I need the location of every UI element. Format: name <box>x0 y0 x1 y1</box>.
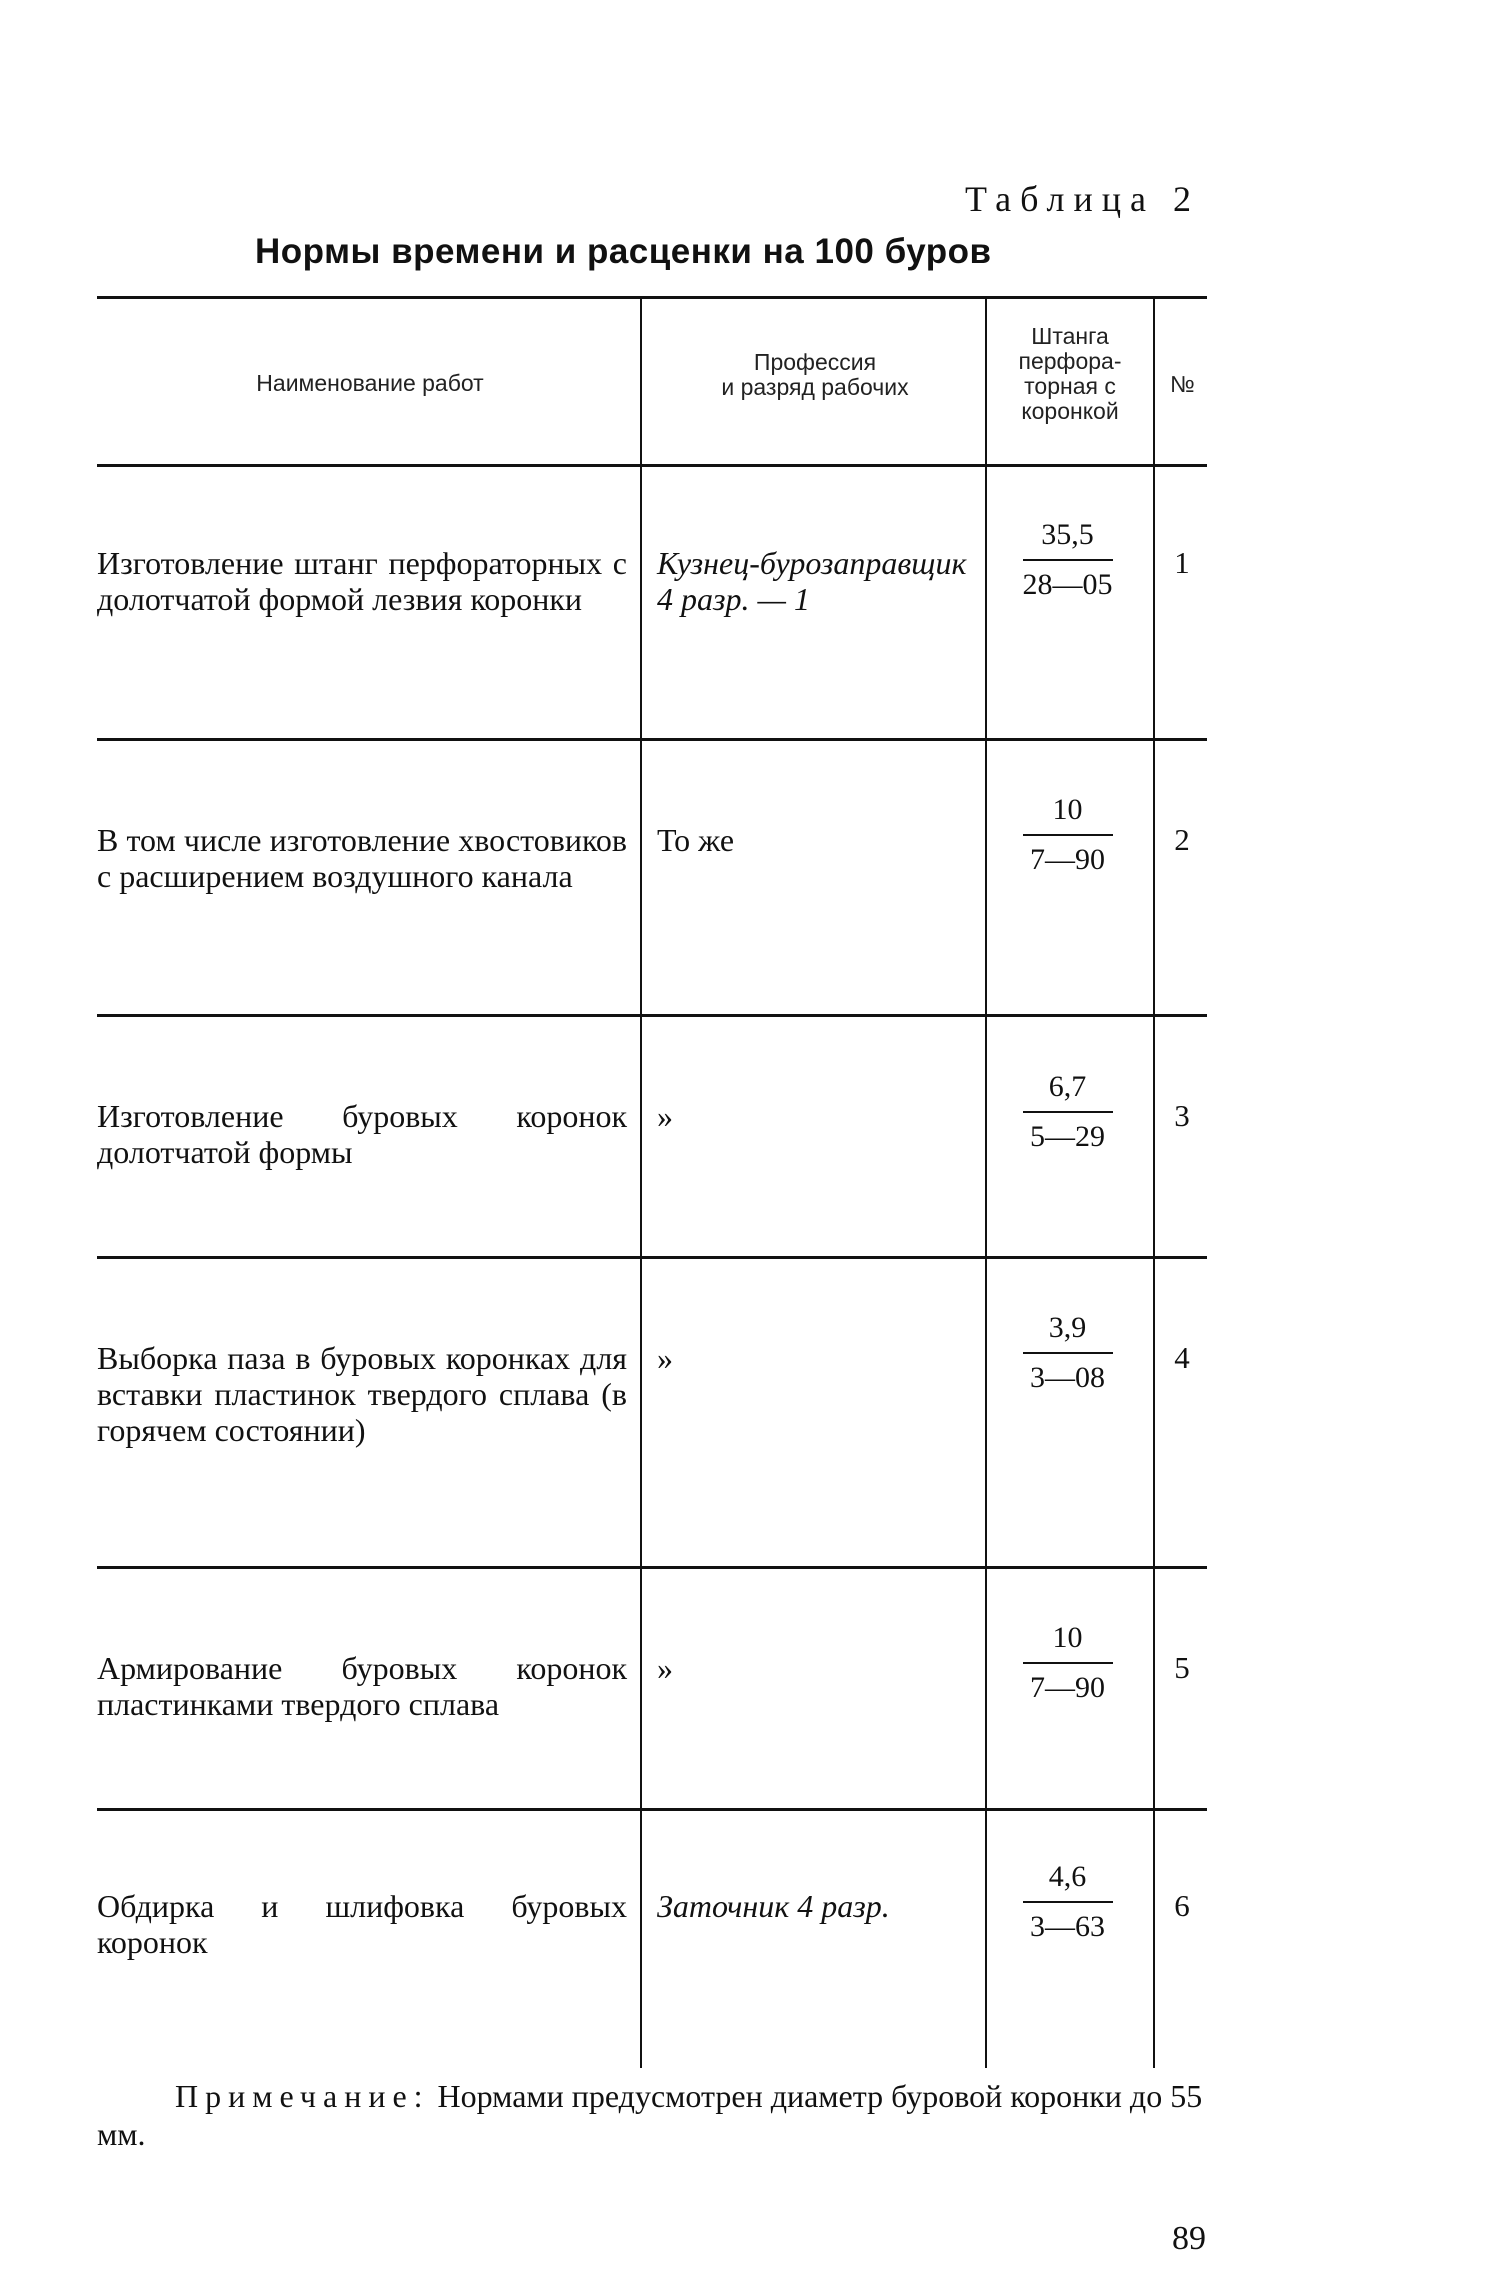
row-4-norm: 3,9 <box>1048 1311 1087 1344</box>
fraction-bar <box>1023 1901 1113 1903</box>
row-1-profession: Кузнец-бурозаправщик 4 разр. — 1 <box>657 545 967 617</box>
row-divider-1 <box>97 738 1207 741</box>
header-work-label: Наименование работ <box>256 370 484 396</box>
row-2-work: В том числе изготовление хвостовиков с расширением воздушного канала <box>97 822 627 894</box>
table-label: Таблица 2 <box>965 179 1200 219</box>
row-2-rate <box>1000 790 1135 880</box>
header-rod <box>990 324 1150 424</box>
row-2-price: 7—90 <box>1030 843 1105 876</box>
row-5-rate <box>1000 1618 1135 1708</box>
header-profession-line1: Профессия <box>753 349 877 375</box>
row-5-price: 7—90 <box>1030 1671 1105 1704</box>
row-4-number: 4 <box>1174 1340 1190 1375</box>
row-4-rate <box>1000 1308 1135 1398</box>
row-2-norm: 10 <box>1052 793 1083 826</box>
row-1-rate <box>1000 515 1135 605</box>
column-rule-2 <box>985 298 987 2068</box>
header-profession-line2: и разряд рабочих <box>721 374 909 400</box>
row-6-work: Обдирка и шлифовка буровых коронок <box>97 1888 627 1960</box>
fraction-bar <box>1023 1111 1113 1113</box>
page-number: 89 <box>1172 2220 1206 2257</box>
row-3-work: Изготовление буровых коронок долотчатой формы <box>97 1098 627 1170</box>
footnote-text: Нормами предусмотрен диаметр буровой коронки до 55 мм. <box>97 2078 1203 2152</box>
row-4-work: Выборка паза в буровых коронках для вставки пластинок твердого сплава (в горячем состоянии) <box>97 1340 627 1448</box>
row-divider-2 <box>97 1014 1207 1017</box>
row-6-number: 6 <box>1174 1888 1190 1923</box>
header-profession <box>655 350 975 400</box>
row-3-price: 5—29 <box>1030 1120 1105 1153</box>
row-5-number: 5 <box>1174 1650 1190 1685</box>
row-1-price: 28—05 <box>1022 568 1113 601</box>
table-title: Нормы времени и расценки на 100 буров <box>255 232 992 271</box>
header-rod-line2: перфора- <box>1018 348 1122 374</box>
fraction-bar <box>1023 834 1113 836</box>
row-5-norm: 10 <box>1052 1621 1083 1654</box>
fraction-bar <box>1023 1662 1113 1664</box>
header-bottom-rule <box>97 464 1207 467</box>
header-number <box>1160 372 1205 397</box>
row-3-profession: » <box>657 1098 673 1134</box>
row-3-rate <box>1000 1067 1135 1157</box>
row-2-number: 2 <box>1174 822 1190 857</box>
header-rod-line4: коронкой <box>1021 398 1119 424</box>
row-6-norm: 4,6 <box>1048 1860 1087 1893</box>
footnote <box>97 2077 1209 2153</box>
header-number-label: № <box>1170 371 1195 397</box>
header-rod-line1: Штанга <box>1031 323 1109 349</box>
row-1-work: Изготовление штанг перфораторных с долотчатой формой лезвия коронки <box>97 545 627 617</box>
row-4-profession: » <box>657 1340 673 1376</box>
row-6-profession: Заточник 4 разр. <box>657 1888 890 1924</box>
row-2-profession: То же <box>657 822 735 858</box>
row-3-number: 3 <box>1174 1098 1190 1133</box>
header-work <box>150 371 590 396</box>
row-6-price: 3—63 <box>1030 1910 1105 1943</box>
row-divider-4 <box>97 1566 1207 1569</box>
row-1-number: 1 <box>1174 545 1190 580</box>
row-1-norm: 35,5 <box>1041 518 1094 551</box>
row-5-profession: » <box>657 1650 673 1686</box>
header-rod-line3: торная с <box>1024 373 1116 399</box>
row-4-price: 3—08 <box>1030 1361 1105 1394</box>
column-rule-3 <box>1153 298 1155 2068</box>
row-3-norm: 6,7 <box>1048 1070 1087 1103</box>
row-5-work: Армирование буровых коронок пластинками твердого сплава <box>97 1650 627 1722</box>
row-6-rate <box>1000 1857 1135 1947</box>
header-top-rule <box>97 296 1207 299</box>
fraction-bar <box>1023 559 1113 561</box>
row-divider-3 <box>97 1256 1207 1259</box>
fraction-bar <box>1023 1352 1113 1354</box>
column-rule-1 <box>640 298 642 2068</box>
footnote-label: Примечание: <box>175 2078 430 2114</box>
row-divider-5 <box>97 1808 1207 1811</box>
